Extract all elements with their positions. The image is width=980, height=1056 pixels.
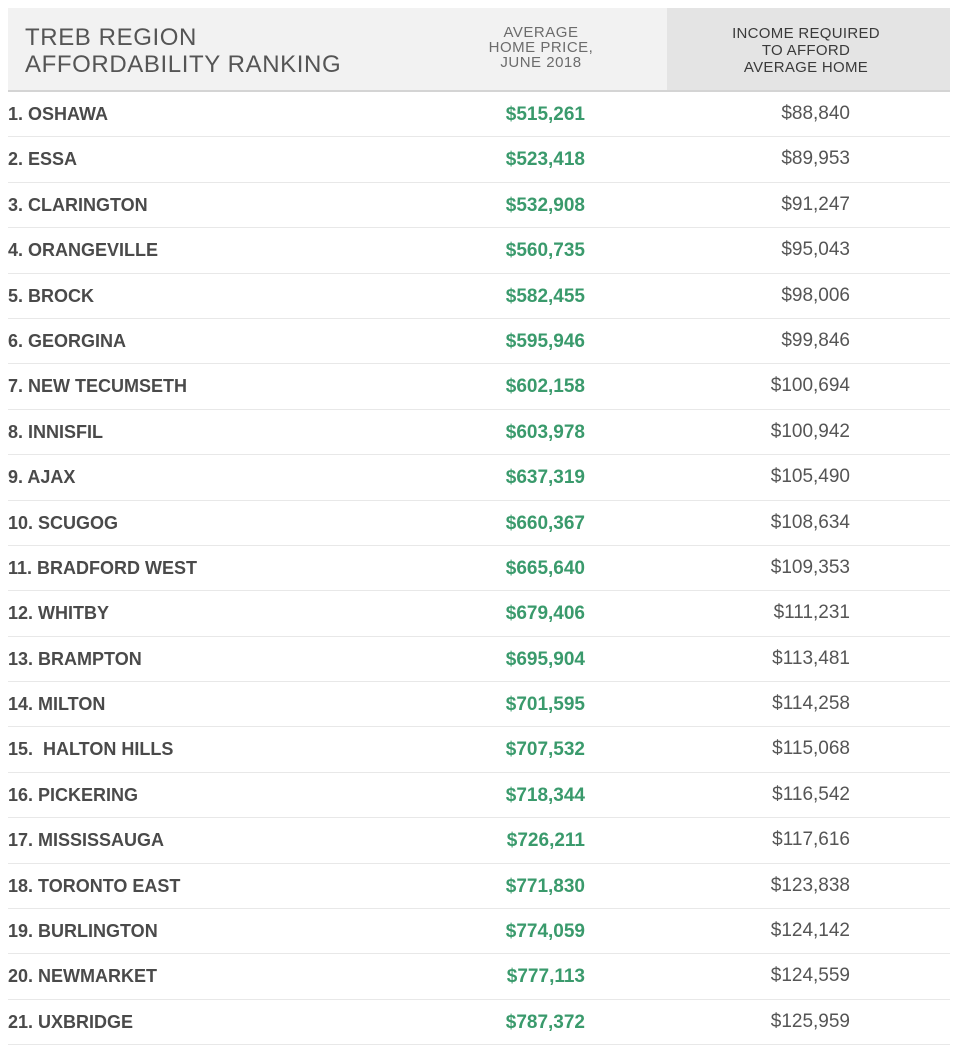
region-name: 8. INNISFIL — [8, 421, 104, 442]
income-required: $115,068 — [772, 738, 850, 760]
region-name: 1. OSHAWA — [8, 104, 109, 124]
table-row — [8, 1000, 950, 1045]
table-row — [8, 682, 950, 727]
region-name: 2. ESSA — [8, 149, 78, 170]
average-home-price: $595,946 — [505, 330, 585, 352]
table-row — [8, 954, 950, 999]
region-name: 9. AJAX — [8, 467, 76, 488]
region-name: 18. TORONTO EAST — [8, 875, 181, 896]
income-required: $91,247 — [781, 193, 850, 215]
region-name: 7. NEW TECUMSETH — [8, 376, 188, 397]
income-required: $113,481 — [772, 647, 850, 669]
income-required: $100,942 — [770, 420, 850, 442]
table-row — [8, 727, 950, 772]
income-required: $105,490 — [770, 466, 850, 488]
income-required: $89,953 — [781, 148, 850, 170]
table-row — [8, 546, 950, 591]
average-home-price: $701,595 — [505, 694, 585, 716]
region-name: 21. UXBRIDGE — [8, 1011, 134, 1032]
average-home-price: $602,158 — [505, 376, 585, 398]
income-required: $124,559 — [770, 965, 850, 987]
income-required: $99,846 — [781, 329, 850, 351]
table-row — [8, 909, 950, 954]
average-home-price: $560,735 — [505, 240, 585, 262]
region-name: 6. GEORGINA — [8, 330, 127, 351]
table-row — [8, 455, 950, 500]
table-row — [8, 773, 950, 818]
average-home-price: $582,455 — [505, 285, 585, 307]
region-name: 12. WHITBY — [8, 603, 110, 624]
table-row — [8, 183, 950, 228]
table-row — [8, 364, 950, 409]
average-home-price: $774,059 — [505, 921, 585, 943]
income-required: $108,634 — [770, 511, 850, 533]
income-required: $88,840 — [781, 103, 850, 124]
income-required: $116,542 — [772, 783, 850, 805]
region-name: 11. BRADFORD WEST — [8, 557, 198, 578]
average-home-price: $771,830 — [505, 875, 585, 897]
income-required: $117,616 — [772, 829, 850, 851]
average-home-price: $603,978 — [505, 421, 585, 443]
region-name: 15. HALTON HILLS — [8, 739, 174, 760]
table-row — [8, 274, 950, 319]
region-name: 3. CLARINGTON — [8, 194, 148, 215]
region-name: 17. MISSISSAUGA — [8, 830, 165, 851]
table-title: TREB REGION AFFORDABILITY RANKING — [25, 24, 342, 78]
table-row — [8, 137, 950, 182]
income-required: $95,043 — [781, 239, 850, 261]
table-row — [8, 637, 950, 682]
region-name: 13. BRAMPTON — [8, 648, 142, 669]
table-row — [8, 228, 950, 273]
price-column-header: AVERAGE HOME PRICE, JUNE 2018 — [488, 24, 594, 71]
affordability-table — [8, 8, 950, 1045]
income-required: $100,694 — [770, 375, 850, 397]
region-name: 16. PICKERING — [8, 784, 139, 805]
region-name: 5. BROCK — [8, 285, 95, 306]
income-required: $123,838 — [770, 874, 850, 896]
region-name: 20. NEWMARKET — [8, 966, 158, 987]
average-home-price: $777,113 — [506, 966, 585, 988]
income-required: $109,353 — [770, 556, 850, 578]
average-home-price: $523,418 — [505, 149, 585, 171]
table-row — [8, 410, 950, 455]
table-row — [8, 591, 950, 636]
income-required: $98,006 — [781, 284, 850, 306]
table-row — [8, 92, 950, 137]
income-required: $114,258 — [772, 693, 850, 715]
average-home-price: $718,344 — [505, 784, 585, 806]
table-body — [8, 92, 950, 1045]
average-home-price: $726,211 — [506, 830, 585, 852]
region-name: 19. BURLINGTON — [8, 921, 158, 942]
region-name: 4. ORANGEVILLE — [8, 240, 159, 261]
income-required: $111,231 — [773, 602, 850, 624]
average-home-price: $679,406 — [505, 603, 585, 625]
table-row — [8, 319, 950, 364]
average-home-price: $532,908 — [505, 194, 585, 216]
table-header — [8, 8, 950, 92]
income-required: $125,959 — [770, 1010, 850, 1032]
income-column-header: INCOME REQUIRED TO AFFORD AVERAGE HOME — [732, 25, 880, 76]
average-home-price: $637,319 — [505, 467, 585, 489]
region-name: 14. MILTON — [8, 694, 106, 715]
region-name: 10. SCUGOG — [8, 512, 119, 533]
table-row — [8, 501, 950, 546]
average-home-price: $665,640 — [505, 557, 585, 579]
average-home-price: $515,261 — [505, 104, 585, 125]
average-home-price: $707,532 — [505, 739, 585, 761]
table-row — [8, 864, 950, 909]
average-home-price: $695,904 — [505, 648, 585, 670]
income-required: $124,142 — [770, 920, 850, 942]
average-home-price: $787,372 — [505, 1011, 585, 1033]
table-row — [8, 818, 950, 863]
average-home-price: $660,367 — [505, 512, 585, 534]
